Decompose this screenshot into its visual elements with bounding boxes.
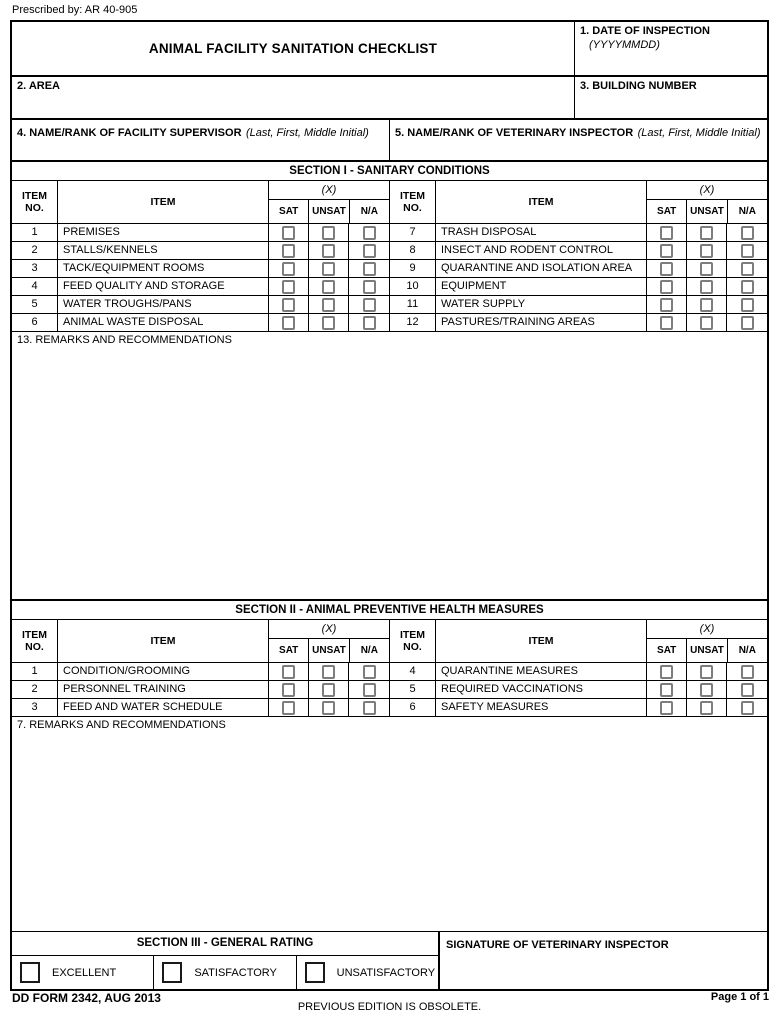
unsat-checkbox[interactable] [700,701,713,715]
date-of-inspection-field[interactable] [574,22,767,75]
item-header: ITEM [58,181,269,223]
unsat-cell [687,314,727,331]
unsat-cell [309,278,349,295]
sat-checkbox[interactable] [282,280,295,294]
table-row [390,313,767,331]
row-number: 2 [12,242,58,259]
sat-cell [647,663,687,680]
unsat-checkbox[interactable] [322,665,335,679]
row-item-label: CONDITION/GROOMING [58,663,269,680]
table-row [12,698,389,716]
table-row [390,223,767,241]
sat-cell [269,242,309,259]
unsat-checkbox[interactable] [322,701,335,715]
na-cell [349,224,389,241]
facility-supervisor-field[interactable] [12,120,389,160]
row-number: 1 [12,663,58,680]
row-number: 2 [12,681,58,698]
section1-right-table [389,181,767,331]
table-row [390,295,767,313]
section3 [12,931,767,989]
na-checkbox[interactable] [741,244,754,258]
na-checkbox[interactable] [363,244,376,258]
signature-field[interactable] [438,932,767,989]
row-number: 5 [390,681,436,698]
table-row [12,295,389,313]
section1-checklist [12,180,767,331]
table-header [390,181,767,223]
table-row [390,698,767,716]
table-row [12,277,389,295]
sat-cell [647,260,687,277]
sat-checkbox[interactable] [282,665,295,679]
unsat-cell [687,663,727,680]
row-item-label: TRASH DISPOSAL [436,224,647,241]
row-number: 10 [390,278,436,295]
row-item-label: STALLS/KENNELS [58,242,269,259]
unsat-cell [309,260,349,277]
table-row [390,680,767,698]
unsat-cell [309,314,349,331]
unsat-cell [687,296,727,313]
unsat-header: UNSAT [687,639,727,662]
unsat-checkbox[interactable] [322,244,335,258]
row-number: 6 [12,314,58,331]
sat-checkbox[interactable] [282,262,295,276]
sat-checkbox[interactable] [660,226,673,240]
na-checkbox[interactable] [741,316,754,330]
item-no-header: ITEM NO. [12,181,58,223]
footer-note: PREVIOUS EDITION IS OBSOLETE. [297,1001,482,1013]
rating-row [12,955,438,989]
footer [10,991,769,1017]
na-checkbox[interactable] [741,665,754,679]
na-cell [727,296,767,313]
row-item-label: PASTURES/TRAINING AREAS [436,314,647,331]
table-row [12,241,389,259]
unsat-checkbox[interactable] [322,262,335,276]
section2-right-table [389,620,767,716]
unsat-cell [687,260,727,277]
section2-remarks-label: 7. REMARKS AND RECOMMENDATIONS [17,719,226,731]
row-number: 5 [12,296,58,313]
sat-checkbox[interactable] [282,226,295,240]
na-cell [727,314,767,331]
section2-header: SECTION II - ANIMAL PREVENTIVE HEALTH MEASURES [12,599,767,619]
veterinary-inspector-field[interactable] [389,120,767,160]
na-cell [349,681,389,698]
unsat-cell [687,699,727,716]
table-row [390,662,767,680]
sat-checkbox[interactable] [660,280,673,294]
na-cell [349,242,389,259]
na-cell [727,242,767,259]
sat-cell [647,681,687,698]
unsat-cell [687,242,727,259]
form-title: ANIMAL FACILITY SANITATION CHECKLIST [148,41,438,56]
table-row [12,662,389,680]
na-checkbox[interactable] [363,262,376,276]
na-checkbox[interactable] [741,683,754,697]
table-row [390,277,767,295]
row-item-label: PERSONNEL TRAINING [58,681,269,698]
section3-header: SECTION III - GENERAL RATING [136,937,314,949]
unsat-cell [309,224,349,241]
excellent-label: EXCELLENT [52,966,117,979]
na-cell [349,278,389,295]
item-header: ITEM [436,620,647,662]
na-checkbox[interactable] [363,280,376,294]
unsat-cell [687,681,727,698]
sat-checkbox[interactable] [282,701,295,715]
building-number-label: 3. BUILDING NUMBER [580,80,697,92]
row-number: 1 [12,224,58,241]
date-format-hint: (YYYYMMDD) [589,38,660,51]
x-header: (X) [647,620,767,639]
na-cell [727,278,767,295]
row-item-label: FEED AND WATER SCHEDULE [58,699,269,716]
table-header [12,181,389,223]
sat-checkbox[interactable] [660,665,673,679]
sat-cell [269,260,309,277]
table-header [12,620,389,662]
unsat-checkbox[interactable] [322,226,335,240]
row-item-label: TACK/EQUIPMENT ROOMS [58,260,269,277]
item-no-header: ITEM NO. [390,181,436,223]
sat-cell [269,224,309,241]
unsat-cell [309,681,349,698]
row-item-label: WATER TROUGHS/PANS [58,296,269,313]
sat-cell [269,663,309,680]
na-header: N/A [360,206,378,217]
row-item-label: PREMISES [58,224,269,241]
row-item-label: FEED QUALITY AND STORAGE [58,278,269,295]
na-cell [727,663,767,680]
excellent-checkbox[interactable] [20,962,40,983]
row-number: 9 [390,260,436,277]
sat-checkbox[interactable] [282,298,295,312]
satisfactory-label: SATISFACTORY [194,966,277,979]
table-header [390,620,767,662]
row-number: 3 [12,260,58,277]
na-cell [349,699,389,716]
unsat-checkbox[interactable] [700,683,713,697]
sat-checkbox[interactable] [282,683,295,697]
table-row [12,259,389,277]
section2-checklist [12,619,767,716]
na-cell [727,699,767,716]
row-item-label: ANIMAL WASTE DISPOSAL [58,314,269,331]
unsat-checkbox[interactable] [700,262,713,276]
veterinary-inspector-hint: (Last, First, Middle Initial) [637,127,761,139]
date-of-inspection-label: 1. DATE OF INSPECTION [580,25,710,37]
na-checkbox[interactable] [363,226,376,240]
unsat-checkbox[interactable] [700,244,713,258]
sat-cell [647,314,687,331]
table-row [12,313,389,331]
na-checkbox[interactable] [363,665,376,679]
prescribed-by-text: Prescribed by: AR 40-905 [12,4,138,16]
unsat-cell [687,278,727,295]
section1-header: SECTION I - SANITARY CONDITIONS [12,160,767,180]
na-cell [349,663,389,680]
na-checkbox[interactable] [741,280,754,294]
unsat-header: UNSAT [309,200,349,223]
row-number: 11 [390,296,436,313]
unsat-checkbox[interactable] [322,683,335,697]
na-cell [727,260,767,277]
section2-left-table [12,620,389,716]
na-checkbox[interactable] [363,683,376,697]
sat-checkbox[interactable] [660,701,673,715]
item-no-header: ITEM NO. [12,620,58,662]
unsat-cell [309,296,349,313]
area-field[interactable] [12,77,574,118]
na-checkbox[interactable] [363,701,376,715]
sat-header: SAT [647,639,687,662]
x-header: (X) [647,181,767,200]
row-item-label: REQUIRED VACCINATIONS [436,681,647,698]
unsat-checkbox[interactable] [322,280,335,294]
sat-cell [647,278,687,295]
table-row [390,259,767,277]
check-columns-header [647,620,767,662]
row-number: 4 [390,663,436,680]
sat-header: SAT [269,639,309,662]
unsat-checkbox[interactable] [700,226,713,240]
item-header: ITEM [58,620,269,662]
na-cell [349,314,389,331]
row-item-label: WATER SUPPLY [436,296,647,313]
names-row [12,118,767,160]
table-row [12,223,389,241]
check-columns-header [647,181,767,223]
form-frame [10,20,769,991]
na-checkbox[interactable] [741,226,754,240]
unsat-checkbox[interactable] [322,298,335,312]
sat-cell [647,699,687,716]
x-header: (X) [269,181,389,200]
area-label: 2. AREA [17,80,60,92]
sat-cell [647,242,687,259]
rating-cell-excellent [12,956,154,989]
na-cell [727,681,767,698]
sat-checkbox[interactable] [660,262,673,276]
unsat-checkbox[interactable] [700,298,713,312]
sat-cell [269,278,309,295]
row-item-label: QUARANTINE MEASURES [436,663,647,680]
sat-cell [269,699,309,716]
signature-label: SIGNATURE OF VETERINARY INSPECTOR [446,939,669,951]
row-item-label: QUARANTINE AND ISOLATION AREA [436,260,647,277]
check-columns-header [269,620,389,662]
sat-checkbox[interactable] [282,316,295,330]
unsatisfactory-checkbox[interactable] [305,962,325,983]
facility-supervisor-label: 4. NAME/RANK OF FACILITY SUPERVISOR [17,127,242,139]
table-row [390,241,767,259]
building-number-field[interactable] [574,77,767,118]
title-cell [12,22,574,75]
row-item-label: INSECT AND RODENT CONTROL [436,242,647,259]
unsat-checkbox[interactable] [700,316,713,330]
sat-checkbox[interactable] [660,244,673,258]
na-cell [727,224,767,241]
unsat-checkbox[interactable] [700,665,713,679]
sat-header: SAT [647,200,687,223]
rating-cell-satisfactory [154,956,296,989]
na-checkbox[interactable] [363,298,376,312]
unsat-checkbox[interactable] [322,316,335,330]
unsat-checkbox[interactable] [700,280,713,294]
section1-remarks-field[interactable] [12,331,767,599]
table-row [12,680,389,698]
title-row [12,22,767,75]
facility-supervisor-hint: (Last, First, Middle Initial) [245,127,369,139]
sat-cell [269,681,309,698]
na-checkbox[interactable] [741,701,754,715]
rating-cell-unsatisfactory [297,956,438,989]
sat-checkbox[interactable] [282,244,295,258]
sat-cell [647,224,687,241]
footer-page: Page 1 of 1 [710,991,769,1003]
footer-form-id: DD FORM 2342, AUG 2013 [12,991,161,1005]
row-item-label: SAFETY MEASURES [436,699,647,716]
sat-cell [269,314,309,331]
sat-checkbox[interactable] [660,298,673,312]
row-number: 8 [390,242,436,259]
row-number: 12 [390,314,436,331]
unsatisfactory-label: UNSATISFACTORY [336,966,436,979]
row-item-label: EQUIPMENT [436,278,647,295]
unsat-header: UNSAT [309,639,349,662]
section1-left-table [12,181,389,331]
x-header: (X) [269,620,389,639]
check-columns-header [269,181,389,223]
satisfactory-checkbox[interactable] [162,962,182,983]
unsat-cell [687,224,727,241]
section2-remarks-field[interactable] [12,716,767,931]
na-header: N/A [738,206,756,217]
sat-header: SAT [269,200,309,223]
na-checkbox[interactable] [741,298,754,312]
na-header: N/A [360,645,378,656]
sat-checkbox[interactable] [660,316,673,330]
na-cell [349,296,389,313]
row-number: 4 [12,278,58,295]
row-number: 6 [390,699,436,716]
na-checkbox[interactable] [363,316,376,330]
unsat-cell [309,699,349,716]
row-number: 3 [12,699,58,716]
sat-cell [269,296,309,313]
item-no-header: ITEM NO. [390,620,436,662]
unsat-cell [309,242,349,259]
general-rating-area [12,932,438,989]
item-header: ITEM [436,181,647,223]
unsat-cell [309,663,349,680]
na-cell [349,260,389,277]
na-checkbox[interactable] [741,262,754,276]
row-number: 7 [390,224,436,241]
na-header: N/A [738,645,756,656]
area-row [12,75,767,118]
sat-cell [647,296,687,313]
sat-checkbox[interactable] [660,683,673,697]
unsat-header: UNSAT [687,200,727,223]
section1-remarks-label: 13. REMARKS AND RECOMMENDATIONS [17,334,232,346]
veterinary-inspector-label: 5. NAME/RANK OF VETERINARY INSPECTOR [395,127,634,139]
